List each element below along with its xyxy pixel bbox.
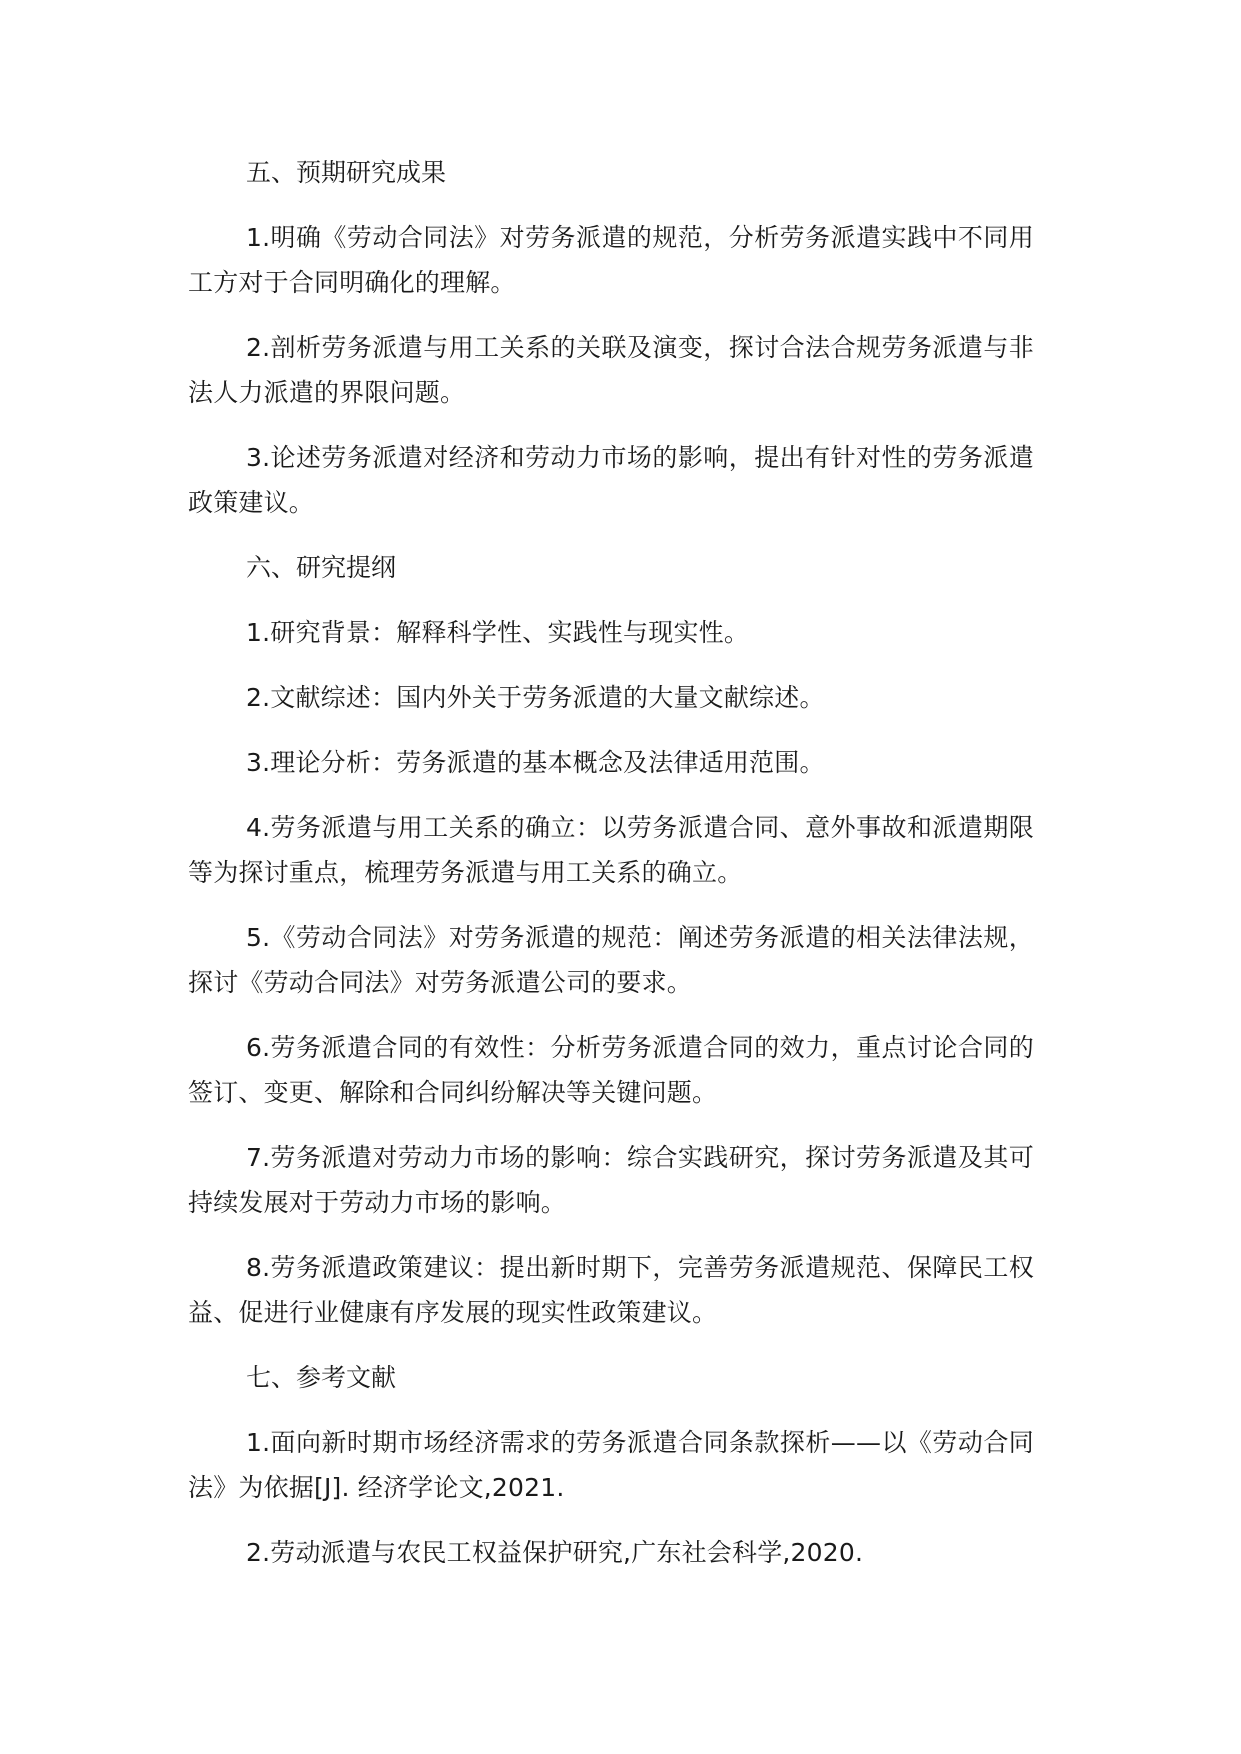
outline-item-7: 7.劳务派遣对劳动力市场的影响：综合实践研究，探讨劳务派遣及其可持续发展对于劳动力市场的影响。 — [188, 1143, 1034, 1217]
section-heading-expected-results: 五、预期研究成果 — [246, 158, 447, 187]
expected-result-item-2: 2.剖析劳务派遣与用工关系的关联及演变，探讨合法合规劳务派遣与非法人力派遣的界限问题。 — [188, 333, 1034, 407]
section-heading-research-outline: 六、研究提纲 — [246, 553, 397, 582]
outline-item-4: 4.劳务派遣与用工关系的确立：以劳务派遣合同、意外事故和派遣期限等为探讨重点，梳理劳务派遣与用工关系的确立。 — [188, 813, 1034, 887]
outline-item-8: 8.劳务派遣政策建议：提出新时期下，完善劳务派遣规范、保障民工权益、促进行业健康有序发展的现实性政策建议。 — [188, 1253, 1034, 1327]
reference-item-2: 2.劳动派遣与农民工权益保护研究,广东社会科学,2020. — [246, 1538, 864, 1567]
expected-result-item-3: 3.论述劳务派遣对经济和劳动力市场的影响，提出有针对性的劳务派遣政策建议。 — [188, 443, 1034, 517]
document-body — [188, 150, 1034, 1595]
reference-item-1: 1.面向新时期市场经济需求的劳务派遣合同条款探析——以《劳动合同法》为依据[J]. 经济学论文,2021. — [188, 1428, 1034, 1502]
outline-item-1: 1.研究背景：解释科学性、实践性与现实性。 — [246, 618, 750, 647]
outline-item-5: 5.《劳动合同法》对劳务派遣的规范：阐述劳务派遣的相关法律法规，探讨《劳动合同法》对劳务派遣公司的要求。 — [188, 923, 1034, 997]
expected-result-item-1: 1.明确《劳动合同法》对劳务派遣的规范，分析劳务派遣实践中不同用工方对于合同明确化的理解。 — [188, 223, 1034, 297]
outline-item-3: 3.理论分析：劳务派遣的基本概念及法律适用范围。 — [246, 748, 825, 777]
outline-item-6: 6.劳务派遣合同的有效性：分析劳务派遣合同的效力，重点讨论合同的签订、变更、解除和合同纠纷解决等关键问题。 — [188, 1033, 1034, 1107]
outline-item-2: 2.文献综述：国内外关于劳务派遣的大量文献综述。 — [246, 683, 825, 712]
section-heading-references: 七、参考文献 — [246, 1363, 397, 1392]
